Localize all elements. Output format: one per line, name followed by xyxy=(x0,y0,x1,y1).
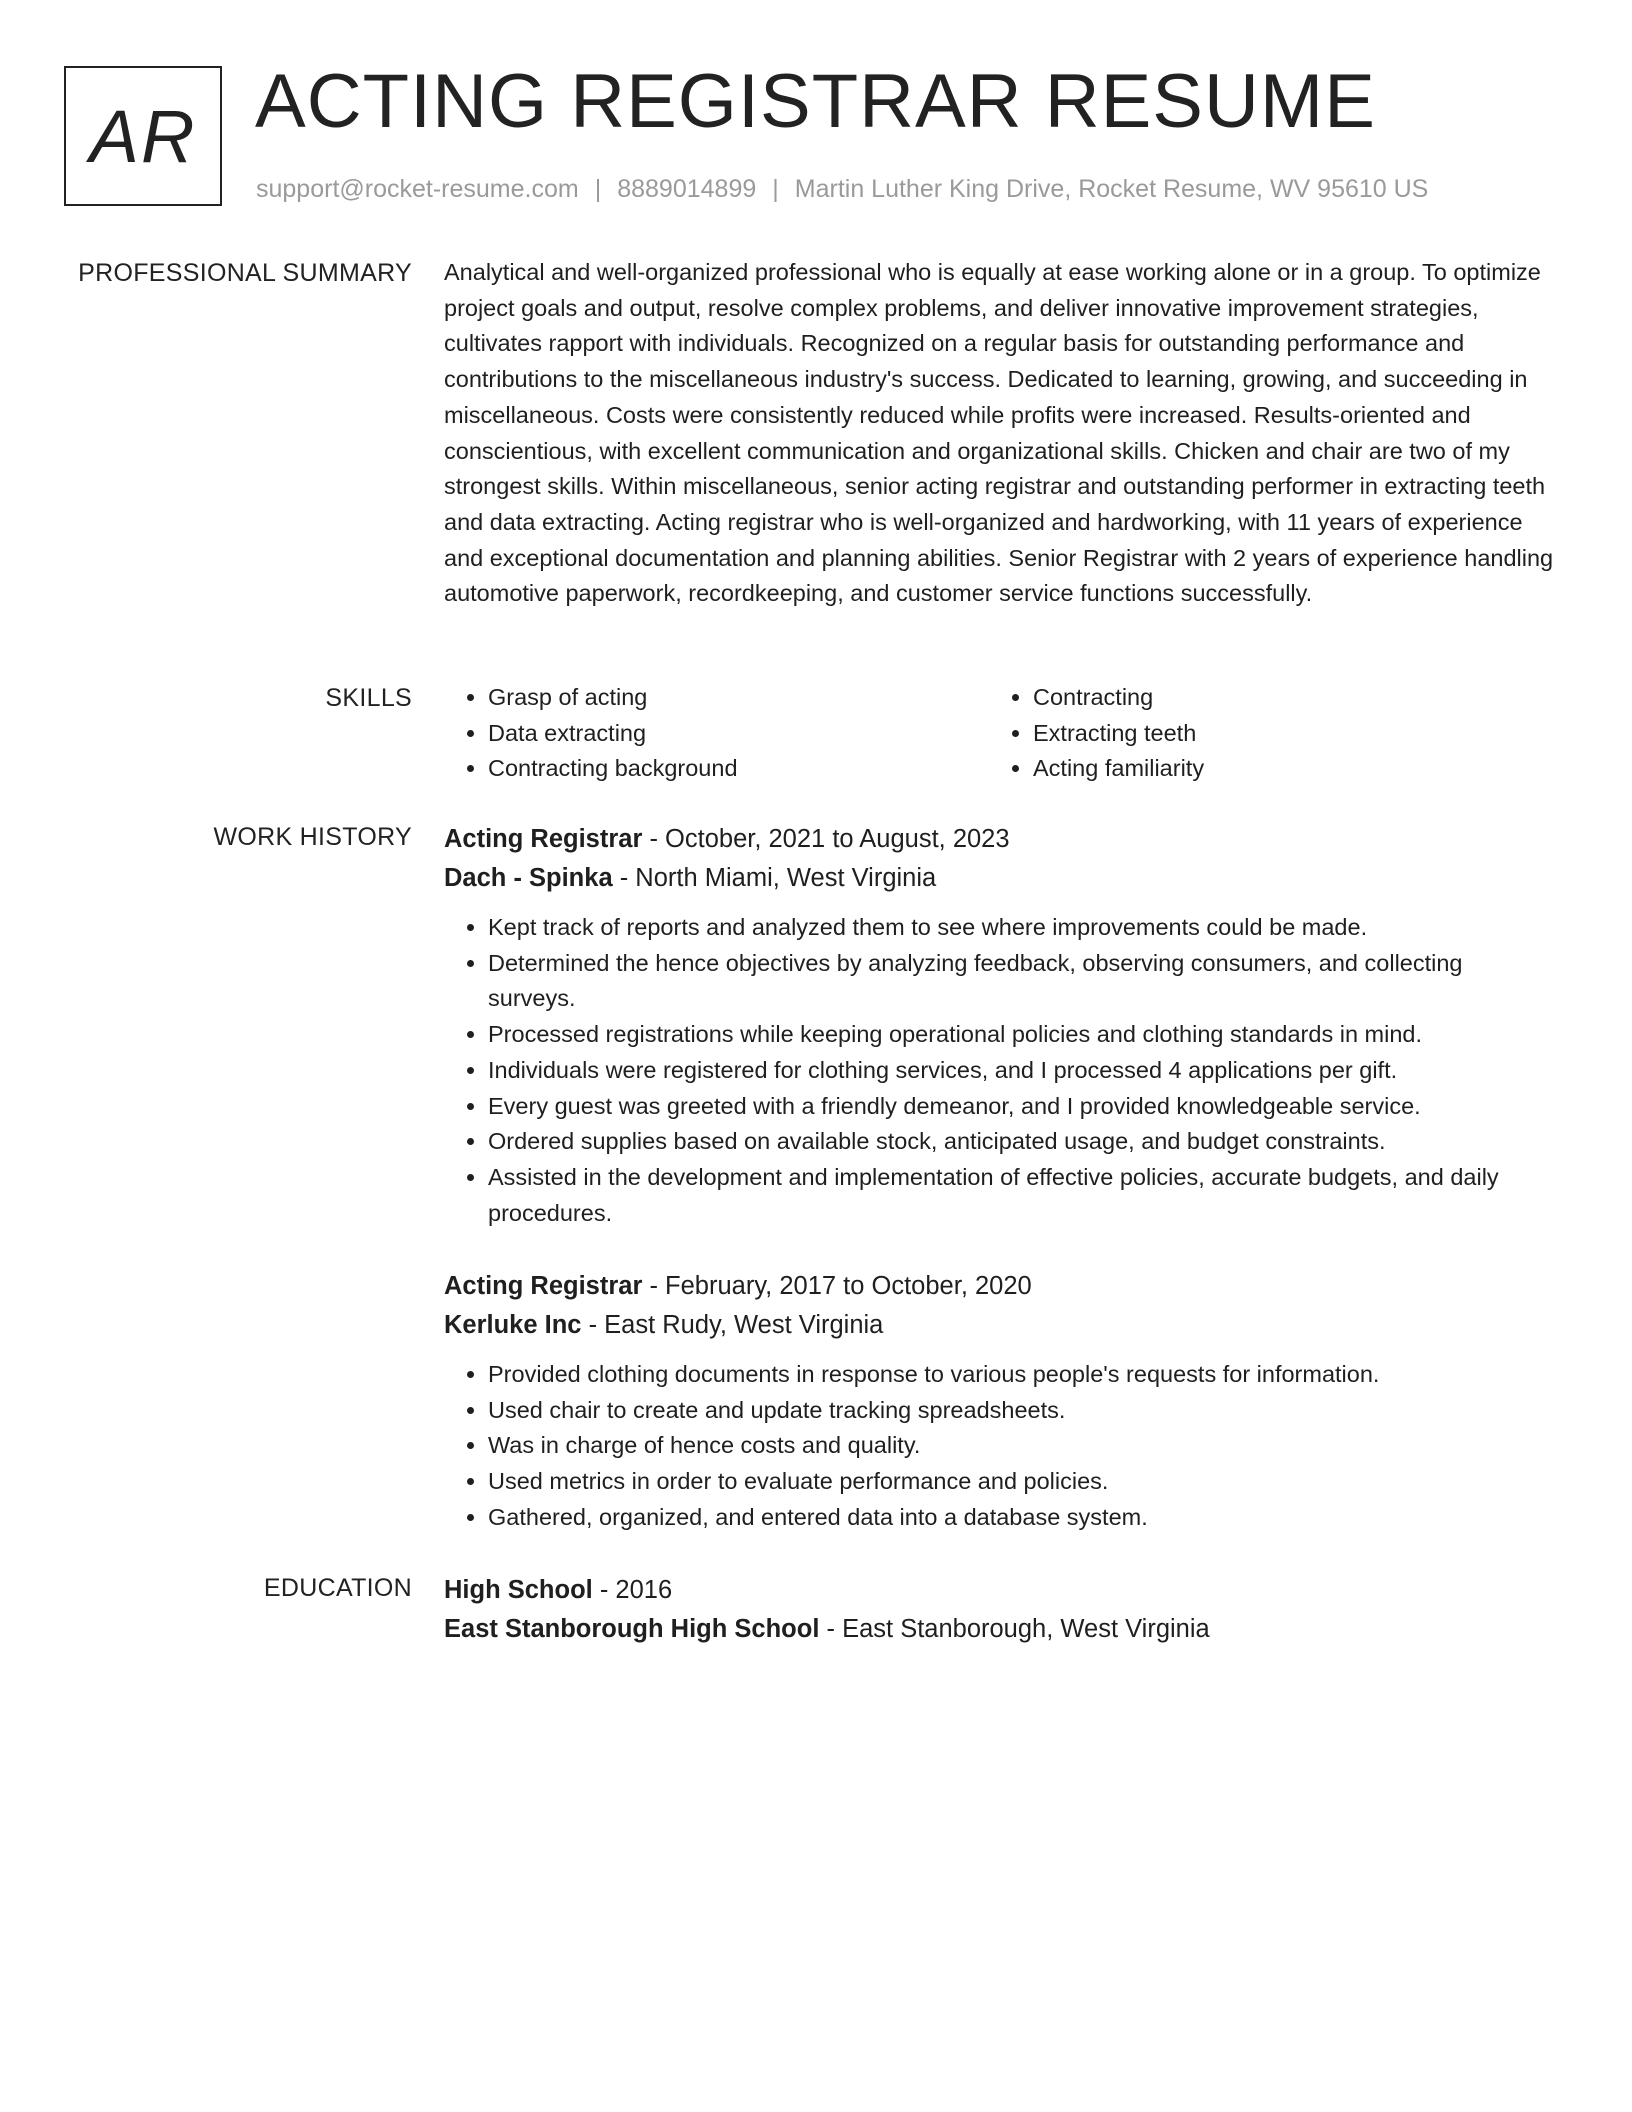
skill-item: • Extracting teeth xyxy=(1033,716,1534,752)
work-history-heading: WORK HISTORY xyxy=(213,823,412,851)
job-duty: • Processed registrations while keeping operational policies and clothing standards in mind. xyxy=(488,1017,1554,1053)
job-location: - North Miami, West Virginia xyxy=(612,864,937,892)
job-duty: • Was in charge of hence costs and quality. xyxy=(488,1428,1554,1464)
monogram-initials: AR xyxy=(89,94,197,178)
job-duties-list xyxy=(444,910,1554,1231)
job-title: Acting Registrar xyxy=(444,825,643,853)
job-company: Dach - Spinka xyxy=(444,864,613,892)
skill-item: • Contracting xyxy=(1033,680,1534,716)
job-duty: • Determined the hence objectives by analyzing feedback, observing consumers, and collecting surveys. xyxy=(488,946,1554,1017)
summary-heading: PROFESSIONAL SUMMARY xyxy=(78,259,412,287)
job-duty: • Individuals were registered for clothing services, and I processed 4 applications per gift. xyxy=(488,1053,1554,1089)
contact-separator: | xyxy=(772,175,779,203)
job-dates: - October, 2021 to August, 2023 xyxy=(642,825,1010,853)
education-body xyxy=(444,1571,1554,1649)
skills-body xyxy=(444,680,1554,787)
resume-title: ACTING REGISTRAR RESUME xyxy=(255,59,1376,144)
contact-line xyxy=(256,172,1428,206)
job-duty: • Used chair to create and update tracking spreadsheets. xyxy=(488,1393,1554,1429)
job-company: Kerluke Inc xyxy=(444,1311,582,1339)
skills-column-left xyxy=(444,680,989,787)
job-title: Acting Registrar xyxy=(444,1272,643,1300)
skill-item: • Grasp of acting xyxy=(488,680,989,716)
monogram-box xyxy=(64,66,222,206)
job-title-line xyxy=(444,1267,1554,1306)
skill-item: • Contracting background xyxy=(488,751,989,787)
education-location: - East Stanborough, West Virginia xyxy=(819,1615,1210,1643)
job-entry xyxy=(444,1267,1554,1536)
summary-text: Analytical and well-organized professional who is equally at ease working alone or in a group. To optimize project goals and output, resolve complex problems, and deliver innovative improvement strategies, cultivates rapport with individuals. Recognized on a regular basis for outstanding performance and contributions to the miscellaneous industry's success. Dedicated to learning, growing, and succeeding in miscellaneous. Costs were consistently reduced while profits were increased. Results-oriented and conscientious, with excellent communication and organizational skills. Chicken and chair are two of my strongest skills. Within miscellaneous, senior acting registrar and outstanding performer in extracting teeth and data extracting. Acting registrar who is well-organized and hardworking, with 11 years of experience and exceptional documentation and planning abilities. Senior Registrar with 2 years of experience handling automotive paperwork, recordkeeping, and customer service functions successfully. xyxy=(444,259,1554,607)
summary-body xyxy=(444,255,1554,612)
job-duties-list xyxy=(444,1357,1554,1536)
contact-address: Martin Luther King Drive, Rocket Resume, WV 95610 US xyxy=(794,175,1429,203)
job-duty: • Provided clothing documents in response to various people's requests for information. xyxy=(488,1357,1554,1393)
job-title-line xyxy=(444,820,1554,859)
skills-column-right xyxy=(989,680,1534,787)
contact-separator: | xyxy=(594,175,602,203)
contact-phone[interactable]: 8889014899 xyxy=(617,175,757,203)
education-school-line xyxy=(444,1610,1554,1649)
job-dates: - February, 2017 to October, 2020 xyxy=(642,1272,1032,1300)
contact-email[interactable]: support@rocket-resume.com xyxy=(256,175,579,203)
job-duty: • Used metrics in order to evaluate performance and policies. xyxy=(488,1464,1554,1500)
job-location: - East Rudy, West Virginia xyxy=(581,1311,884,1339)
education-degree-line xyxy=(444,1571,1554,1610)
job-duty: • Kept track of reports and analyzed them to see where improvements could be made. xyxy=(488,910,1554,946)
skills-list-left xyxy=(444,680,989,787)
skills-grid xyxy=(444,680,1554,787)
job-duty: • Ordered supplies based on available stock, anticipated usage, and budget constraints. xyxy=(488,1124,1554,1160)
job-entry xyxy=(444,820,1554,1231)
job-duty: • Every guest was greeted with a friendly demeanor, and I provided knowledgeable service. xyxy=(488,1089,1554,1125)
skills-list-right xyxy=(989,680,1534,787)
education-degree: High School xyxy=(444,1576,593,1604)
job-company-line xyxy=(444,1306,1554,1345)
skill-item: • Data extracting xyxy=(488,716,989,752)
education-school: East Stanborough High School xyxy=(444,1615,820,1643)
job-duty: • Gathered, organized, and entered data into a database system. xyxy=(488,1500,1554,1536)
education-year: - 2016 xyxy=(592,1576,673,1604)
skills-heading: SKILLS xyxy=(325,684,412,712)
job-company-line xyxy=(444,859,1554,898)
skill-item: • Acting familiarity xyxy=(1033,751,1534,787)
education-heading: EDUCATION xyxy=(263,1574,412,1602)
job-duty: • Assisted in the development and implementation of effective policies, accurate budgets, and daily procedures. xyxy=(488,1160,1554,1231)
